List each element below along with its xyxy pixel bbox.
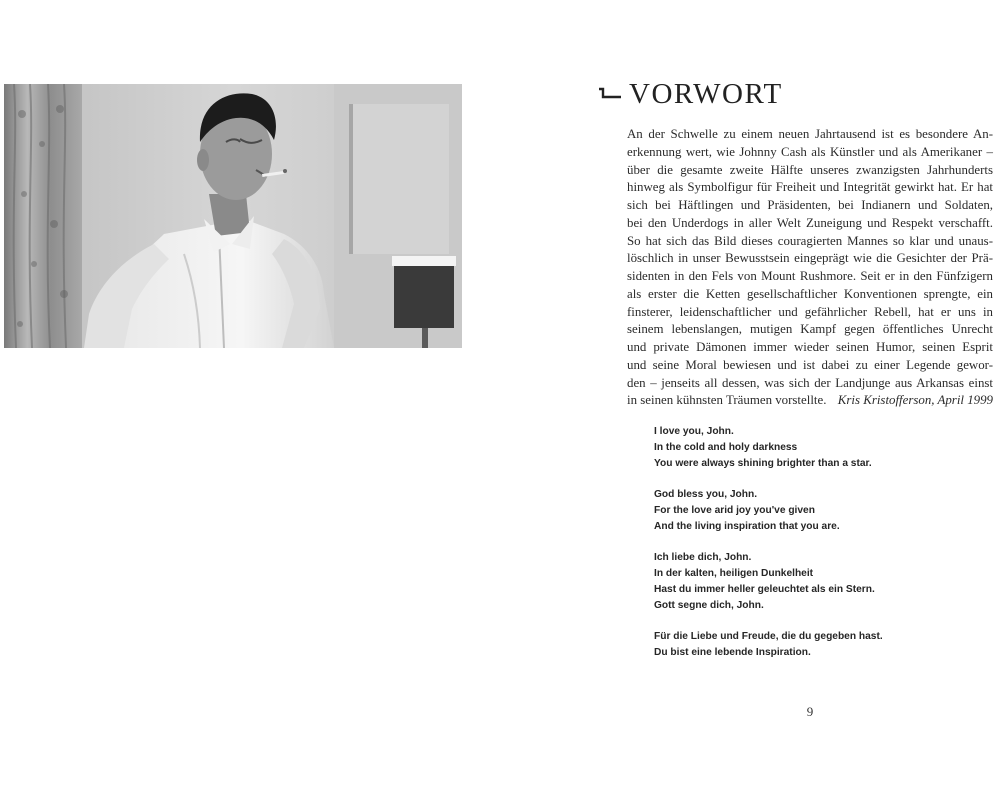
poem-line: Ich liebe dich, John. <box>654 552 752 564</box>
foreword-line: finsterer, leidenschaftlicher und gefährlicher Rebell, hat er uns in <box>627 304 993 319</box>
foreword-text <box>627 126 993 410</box>
poem-stanza <box>654 424 954 471</box>
poem-line: Gott segne dich, John. <box>654 599 764 611</box>
poem-stanza <box>654 629 954 661</box>
photo-illustration <box>4 84 462 348</box>
chapter-heading <box>597 74 783 114</box>
poem-stanza <box>654 550 954 613</box>
foreword-line: sich bei Häftlingen und Präsidenten, bei Indianern und Soldaten, <box>627 198 993 212</box>
portrait-photo <box>4 84 462 348</box>
foreword-line: erkennung wert, wie Johnny Cash als Künstler und als Amerikaner – <box>627 144 993 159</box>
foreword-line: seinem lebenslangen, mutigen Kampf gegen öffentliches Unrecht <box>627 322 993 337</box>
poem-stanza <box>654 487 954 534</box>
foreword-line: hinweg als Symbolfigur für Freiheit und Integrität gewirkt hat. Er hat <box>627 180 993 195</box>
foreword-line: So hat sich das Bild dieses couragierten Mannes so klar und unaus- <box>627 233 993 248</box>
poem-line: In the cold and holy darkness <box>654 441 798 453</box>
foreword-last-line <box>627 392 993 410</box>
poem-line: And the living inspiration that you are. <box>654 520 840 532</box>
poem-line: Für die Liebe und Freude, die du gegeben hast. <box>654 631 883 643</box>
foreword-line: und seine Moral bewiesen und ist dabei zu einer Legende gewor- <box>627 357 993 372</box>
poem-line: I love you, John. <box>654 426 734 437</box>
page-number: 9 <box>806 704 814 719</box>
foreword-line: An der Schwelle zu einem neuen Jahrtausend ist es besondere An- <box>627 127 993 141</box>
foreword-closing-text: in seinen kühnsten Träumen vorstellte. <box>627 393 827 408</box>
poem <box>654 424 954 677</box>
poem-line: For the love arid joy you've given <box>654 504 815 516</box>
foreword-line: den – jenseits all dessen, was sich der Landjunge aus Arkansas einst <box>627 375 993 390</box>
hook-ornament-icon <box>597 85 623 103</box>
foreword-line: bei den Underdogs in aller Welt Zuneigung und Respekt verschafft. <box>627 215 993 230</box>
signature: Kris Kristofferson, April 1999 <box>837 393 993 408</box>
poem-line: Hast du immer heller geleuchtet als ein Stern. <box>654 583 875 595</box>
poem-line: You were always shining brighter than a star. <box>654 457 872 469</box>
poem-line: In der kalten, heiligen Dunkelheit <box>654 568 814 580</box>
foreword-line: und private Dämonen immer wieder seinen Humor, seinen Esprit <box>627 340 993 354</box>
foreword-line: löschlich in unser Bewusstsein eingeprägt wie die Gesichter der Prä- <box>627 251 993 266</box>
foreword-line: über die gesamte zweite Hälfte unseres zwanzigsten Jahrhunderts <box>627 162 993 177</box>
chapter-title: VORWORT <box>629 77 783 110</box>
poem-line: God bless you, John. <box>654 489 758 501</box>
poem-line: Du bist eine lebende Inspiration. <box>654 647 811 659</box>
foreword-line: sidenten in den Fels von Mount Rushmore. Seit er in den Fünfzigern <box>627 269 993 283</box>
foreword-line: als erster die Ketten gesellschaftlicher Konventionen sprengte, ein <box>627 286 993 301</box>
